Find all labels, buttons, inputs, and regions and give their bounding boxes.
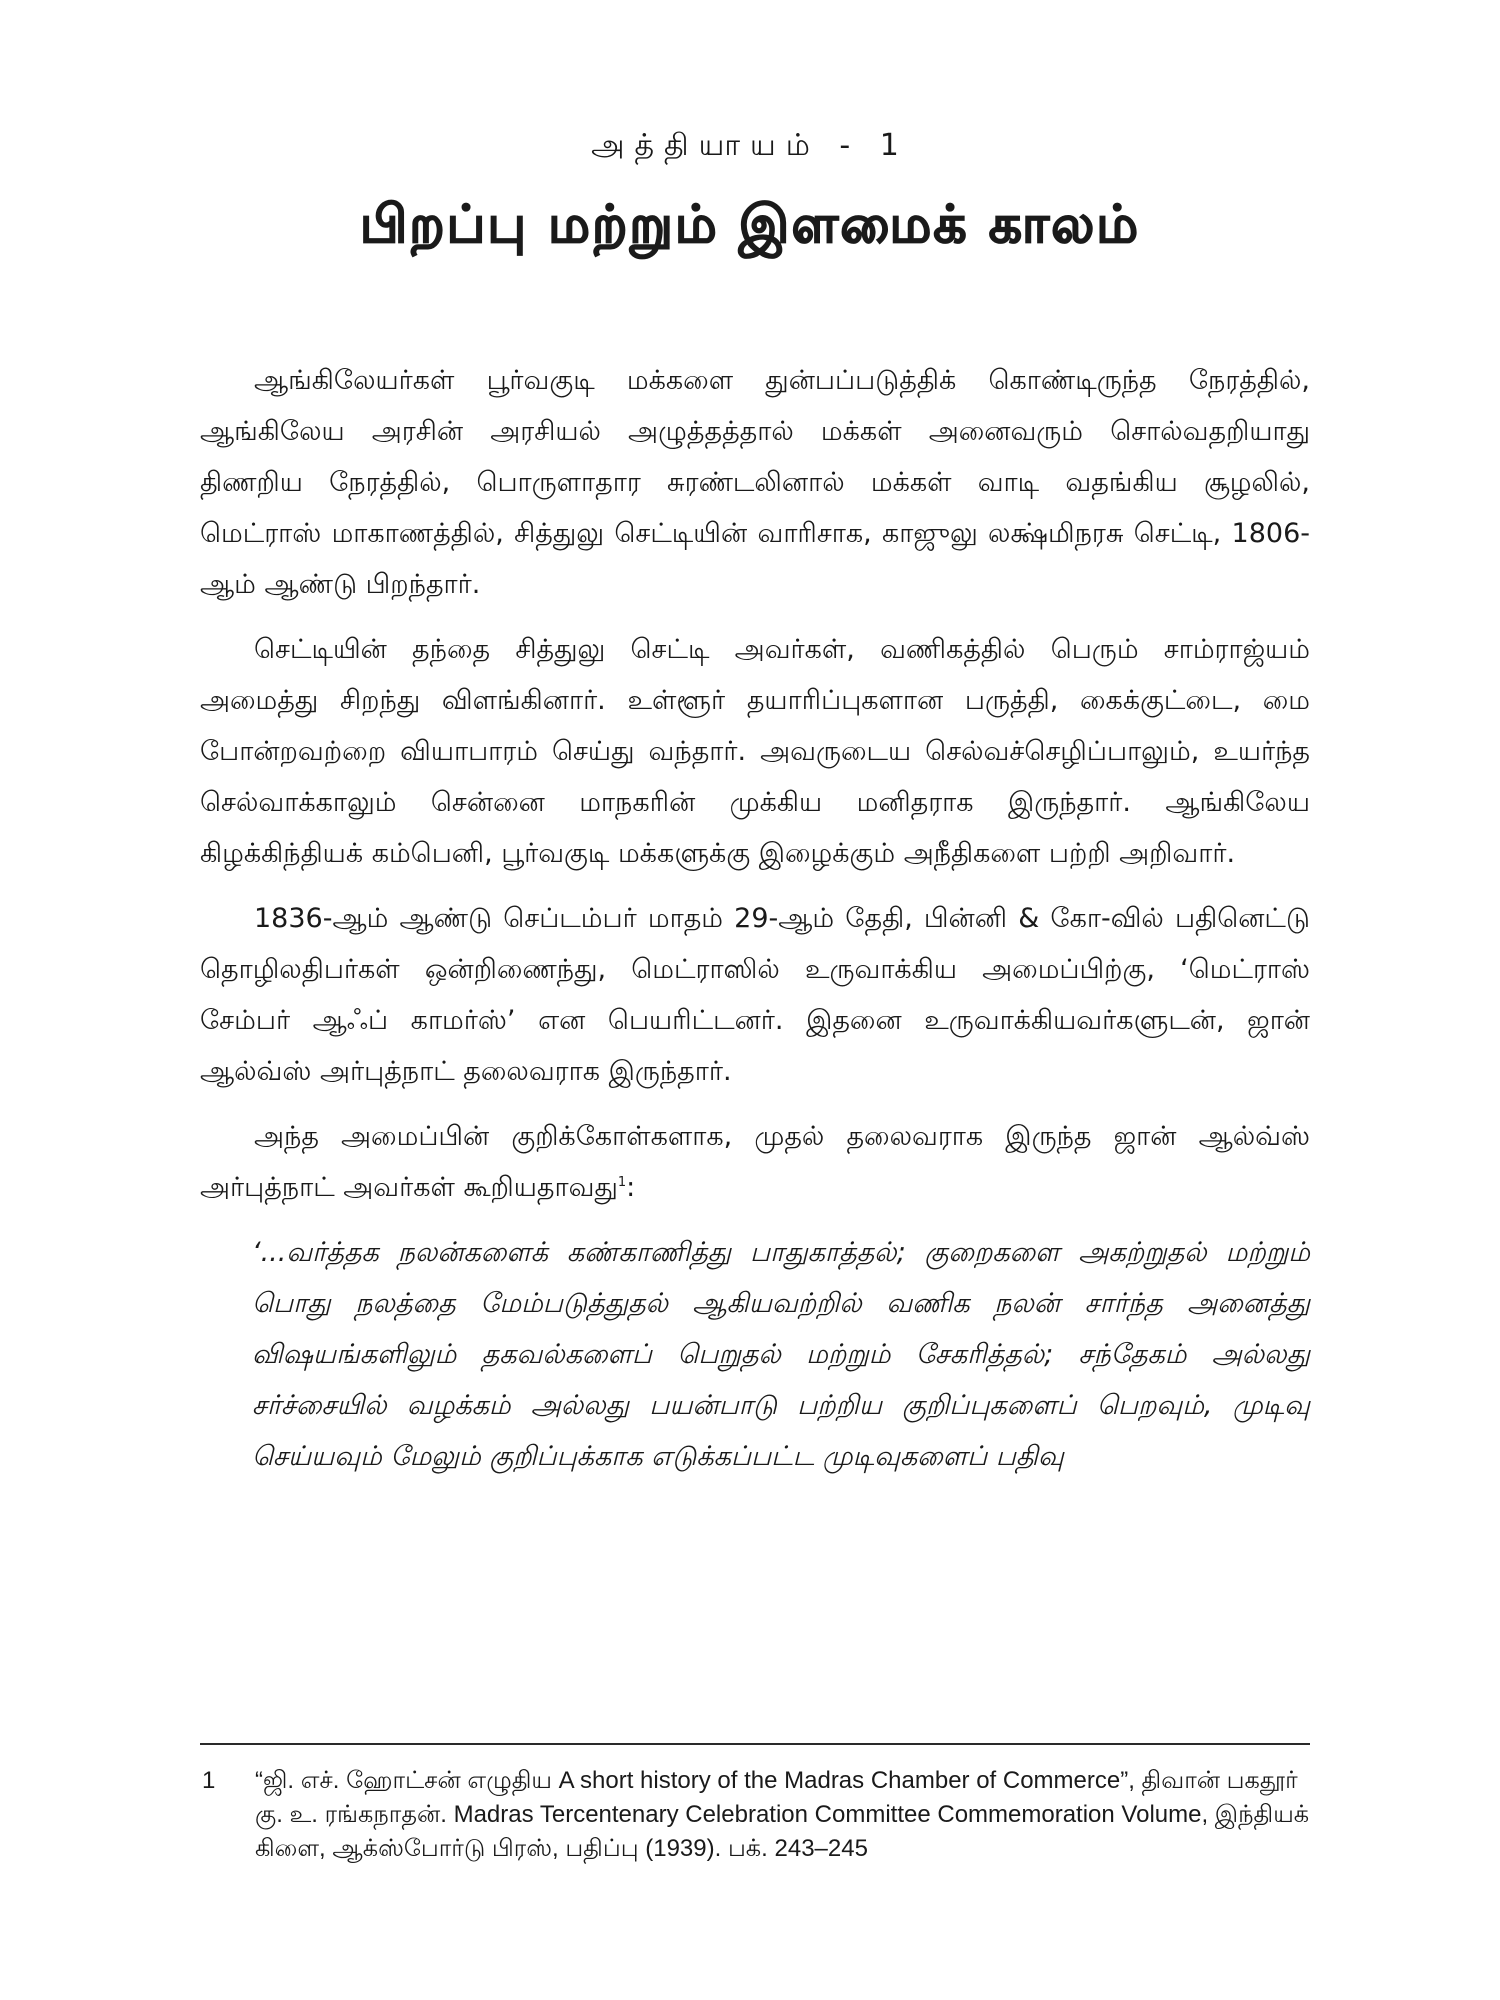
- paragraph-3: 1836-ஆம் ஆண்டு செப்டம்பர் மாதம் 29-ஆம் தேதி, பின்னி & கோ-வில் பதினெட்டு தொழிலதிபர்கள் ஒன்றிணைந்து, மெட்ராஸில் உருவாக்கிய அமைப்பிற்கு, ‘மெட்ராஸ் சேம்பர் ஆஃப் காமர்ஸ்’ என பெயரிட்டனர். இதனை உருவாக்கியவர்களுடன், ஜான் ஆல்வ்ஸ் அர்புத்நாட் தலைவராக இருந்தார்.: [200, 903, 1310, 1087]
- footnote-number: 1: [202, 1767, 216, 1794]
- footnote-reference: 1: [617, 1175, 627, 1190]
- footnote-divider: [200, 1743, 1310, 1745]
- chapter-label: அத்தியாயம் - 1: [591, 128, 909, 163]
- intro-text: அந்த அமைப்பின் குறிக்கோள்களாக, முதல் தலைவராக இருந்த ஜான் ஆல்வ்ஸ் அர்புத்நாட் அவர்கள் கூறியதாவது: [200, 1121, 1310, 1203]
- paragraph-2: செட்டியின் தந்தை சித்துலு செட்டி அவர்கள், வணிகத்தில் பெரும் சாம்ராஜ்யம் அமைத்து சிறந்து விளங்கினார். உள்ளூர் தயாரிப்புகளான பருத்தி, கைக்குட்டை, மை போன்றவற்றை வியாபாரம் செய்து வந்தார். அவருடைய செல்வச்செழிப்பாலும், உயர்ந்த செல்வாக்காலும் சென்னை மாநகரின் முக்கிய மனிதராக இருந்தார். ஆங்கிலேய கிழக்கிந்தியக் கம்பெனி, பூர்வகுடி மக்களுக்கு இழைக்கும் அநீதிகளை பற்றி அறிவார்.: [200, 634, 1310, 869]
- body-text: [200, 355, 1310, 1482]
- paragraph-intro: [200, 1111, 1310, 1213]
- intro-suffix: :: [626, 1172, 636, 1203]
- footnote-text: “ஜி. எச். ஹோட்சன் எழுதிய A short history of the Madras Chamber of Commerce”, திவான் பகதூர் கு. உ. ரங்கநாதன். Madras Tercentenary Celebration Committee Commemoration Volume, இந்தியக் கிளை, ஆக்ஸ்போர்டு பிரஸ், பதிப்பு (1939). பக். 243–245: [255, 1767, 1310, 1862]
- paragraph-1: ஆங்கிலேயர்கள் பூர்வகுடி மக்களை துன்பப்படுத்திக் கொண்டிருந்த நேரத்தில், ஆங்கிலேய அரசின் அரசியல் அழுத்தத்தால் மக்கள் அனைவரும் சொல்வதறியாது திணறிய நேரத்தில், பொருளாதார சுரண்டலினால் மக்கள் வாடி வதங்கிய சூழலில், மெட்ராஸ் மாகாணத்தில், சித்துலு செட்டியின் வாரிசாக, காஜுலு லக்ஷ்மிநரசு செட்டி, 1806-ஆம் ஆண்டு பிறந்தார்.: [200, 365, 1310, 600]
- footnote: [200, 1764, 1310, 1866]
- block-quote: ‘...வர்த்தக நலன்களைக் கண்காணித்து பாதுகாத்தல்; குறைகளை அகற்றுதல் மற்றும் பொது நலத்தை மேம்படுத்துதல் ஆகியவற்றில் வணிக நலன் சார்ந்த அனைத்து விஷயங்களிலும் தகவல்களைப் பெறுதல் மற்றும் சேகரித்தல்; சந்தேகம் அல்லது சர்ச்சையில் வழக்கம் அல்லது பயன்பாடு பற்றிய குறிப்புகளைப் பெறவும், முடிவு செய்யவும் மேலும் குறிப்புக்காக எடுக்கப்பட்ட முடிவுகளைப் பதிவு: [252, 1237, 1310, 1472]
- chapter-title: பிறப்பு மற்றும் இளமைக் காலம்: [359, 195, 1141, 255]
